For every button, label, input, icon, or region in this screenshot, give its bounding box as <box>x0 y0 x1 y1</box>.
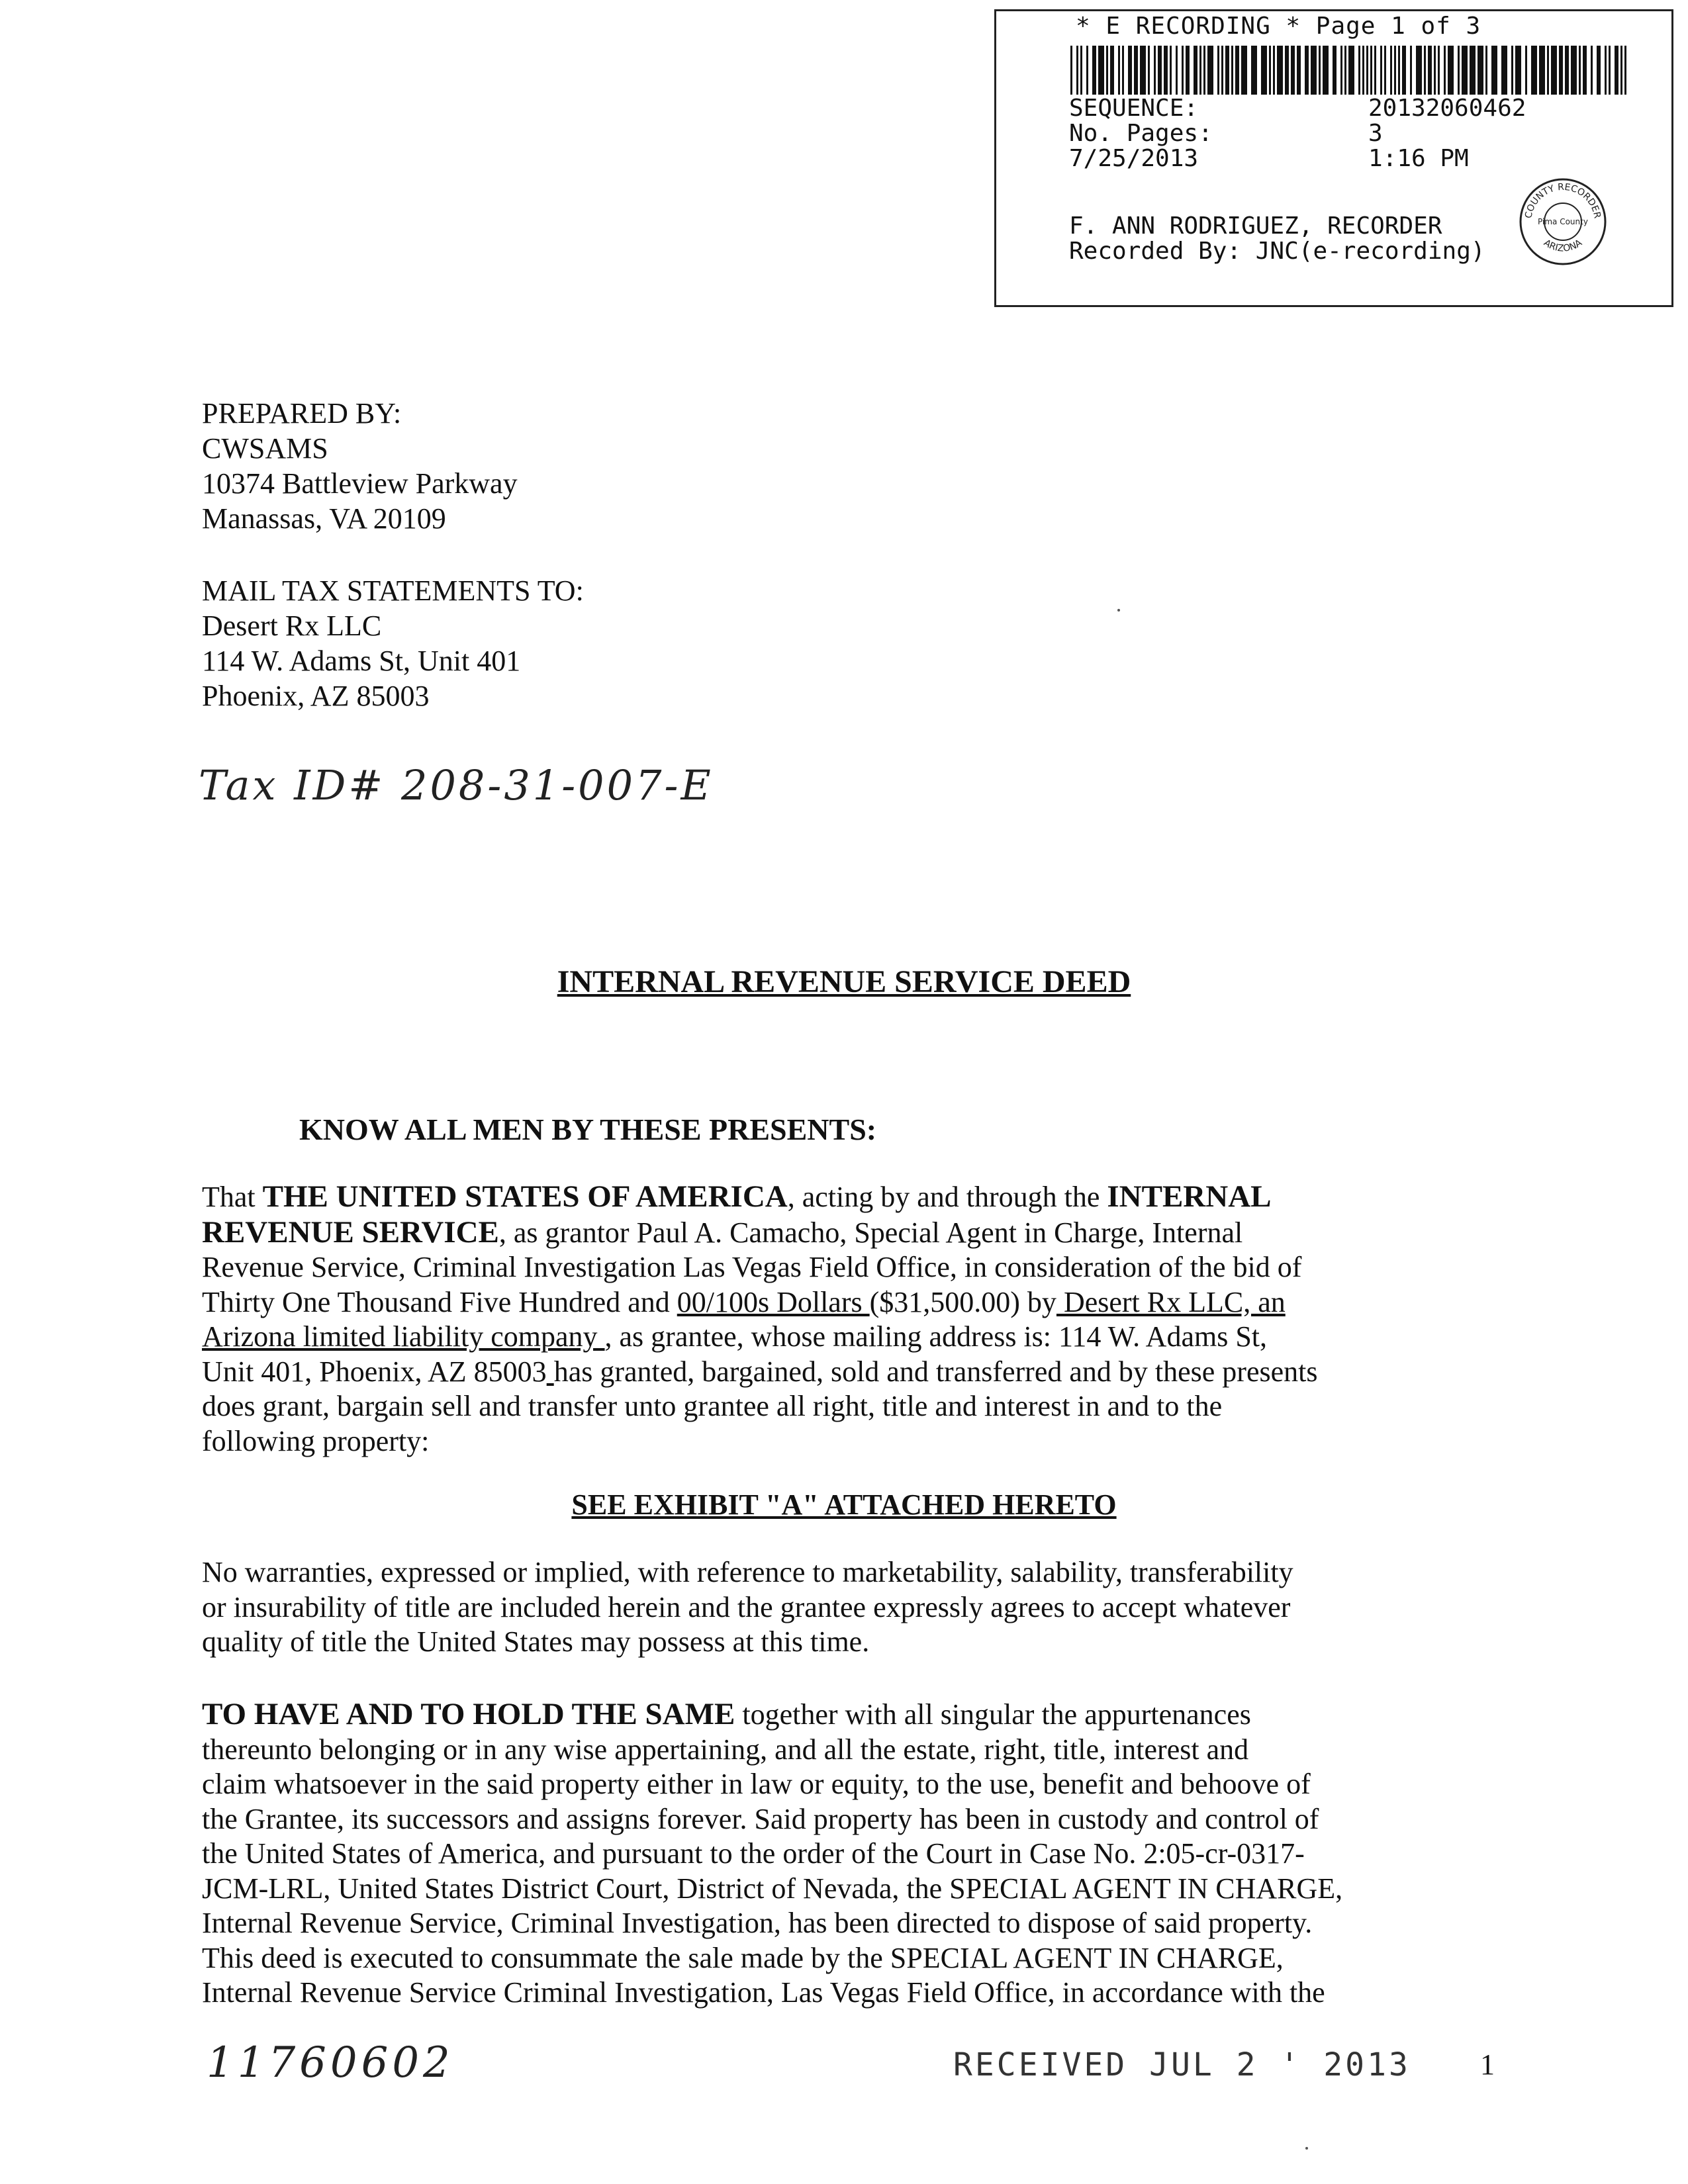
barcode-bar <box>1477 46 1483 95</box>
barcode-bar <box>1362 46 1364 95</box>
barcode-bar <box>1394 46 1396 95</box>
barcode-bar <box>1080 46 1082 95</box>
barcode-bar <box>1380 46 1382 95</box>
barcode-bar <box>1579 46 1581 95</box>
barcode-bar <box>1148 46 1150 95</box>
barcode-bar <box>1221 46 1223 95</box>
barcode-bar <box>1539 46 1545 95</box>
barcode-bar <box>1241 46 1247 95</box>
barcode-bar <box>1591 46 1593 95</box>
prepared-by-line: Manassas, VA 20109 <box>202 502 446 535</box>
barcode-bar <box>1323 46 1329 95</box>
barcode-bar <box>1402 46 1406 95</box>
handwritten-document-number: 11760602 <box>207 2038 454 2087</box>
agency-name-part: REVENUE SERVICE <box>202 1214 499 1250</box>
stamp-sequence-label: SEQUENCE: <box>1069 95 1199 122</box>
barcode-bar <box>1571 46 1577 95</box>
stamp-recorder: F. ANN RODRIGUEZ, RECORDER <box>1069 212 1442 240</box>
barcode-bar <box>1092 46 1096 95</box>
barcode-bar <box>1348 46 1354 95</box>
barcode-bar <box>1458 46 1460 95</box>
barcode-bar <box>1154 46 1156 95</box>
bid-amount: ($31,500.00) by <box>869 1285 1056 1318</box>
barcode-bar <box>1305 46 1309 95</box>
barcode-bar <box>1285 46 1289 95</box>
barcode-bar <box>1128 46 1132 95</box>
text-line: following property: <box>202 1424 430 1457</box>
mail-tax-line: Desert Rx LLC <box>202 610 382 642</box>
grantee-name: Desert Rx LLC, an <box>1056 1285 1286 1318</box>
mail-tax-block <box>202 573 584 713</box>
barcode-bar <box>1311 46 1317 95</box>
stamp-pages-value: 3 <box>1368 120 1383 147</box>
barcode-bar <box>1609 46 1611 95</box>
barcode-bar <box>1410 46 1412 95</box>
agency-name-part: INTERNAL <box>1107 1179 1272 1214</box>
barcode-bar <box>1319 46 1321 95</box>
barcode-bar <box>1070 46 1072 95</box>
scan-speck <box>1117 609 1120 612</box>
barcode-bar <box>1462 46 1468 95</box>
grantee-name-cont: Arizona limited liability company <box>202 1320 605 1353</box>
grant-paragraph <box>202 1179 1499 1459</box>
stamp-recorded-by: Recorded By: JNC(e-recording) <box>1069 238 1485 265</box>
barcode-bar <box>1098 46 1104 95</box>
barcode-bar <box>1470 46 1476 95</box>
barcode-bar <box>1158 46 1162 95</box>
barcode-bar <box>1273 46 1275 95</box>
page-number: 1 <box>1480 2048 1495 2081</box>
barcode-bar <box>1251 46 1257 95</box>
county-seal-icon <box>1517 175 1609 268</box>
barcode-bar <box>1291 46 1295 95</box>
barcode-bar <box>1485 46 1487 95</box>
scan-speck <box>1305 2147 1308 2150</box>
barcode-bar <box>1076 46 1078 95</box>
stamp-sequence-value: 20132060462 <box>1368 95 1526 122</box>
barcode-bar <box>1370 46 1372 95</box>
barcode-bar <box>1140 46 1146 95</box>
barcode-bar <box>1525 46 1527 95</box>
barcode-bar <box>1176 46 1178 95</box>
barcode-bar <box>1231 46 1233 95</box>
mail-tax-line: 114 W. Adams St, Unit 401 <box>202 645 521 677</box>
barcode-bar <box>1374 46 1376 95</box>
barcode-bar <box>1277 46 1283 95</box>
text-line: Revenue Service, Criminal Investigation Las Vegas Field Office, in consideration of the bid of <box>202 1251 1302 1283</box>
text-span: Thirty One Thousand Five Hundred and <box>202 1285 677 1318</box>
habendum-heading: TO HAVE AND TO HOLD THE SAME <box>202 1697 735 1731</box>
barcode-bar <box>1182 46 1184 95</box>
text-line: or insurability of title are included herein and the grantee expressly agrees to accept whatever <box>202 1590 1291 1623</box>
barcode-bar <box>1170 46 1172 95</box>
barcode-bar <box>1217 46 1219 95</box>
mail-tax-line: Phoenix, AZ 85003 <box>202 680 430 712</box>
text-line: Internal Revenue Service, Criminal Investigation, has been directed to dispose of said property. <box>202 1907 1313 1939</box>
stamp-pages-label: No. Pages: <box>1069 120 1213 147</box>
text-line: This deed is executed to consummate the sale made by the SPECIAL AGENT IN CHARGE, <box>202 1941 1284 1974</box>
barcode-bar <box>1203 46 1205 95</box>
barcode-bar <box>1110 46 1114 95</box>
barcode-bar <box>1605 46 1607 95</box>
prepared-by-label: PREPARED BY: <box>202 397 402 430</box>
stamp-header: * E RECORDING * Page 1 of 3 <box>1076 13 1481 40</box>
barcode-bar <box>1416 46 1422 95</box>
barcode-bar <box>1344 46 1346 95</box>
barcode-bar <box>1438 46 1440 95</box>
barcode-bar <box>1106 46 1108 95</box>
recording-stamp <box>994 9 1673 307</box>
warranty-paragraph <box>202 1555 1499 1660</box>
mail-tax-label: MAIL TAX STATEMENTS TO: <box>202 574 584 607</box>
barcode-bar <box>1444 46 1446 95</box>
barcode-bar <box>1333 46 1336 95</box>
handwritten-tax-id: Tax ID# 208-31-007-E <box>199 761 714 809</box>
text-span: together with all singular the appurtenances <box>735 1698 1251 1731</box>
prepared-by-line: 10374 Battleview Parkway <box>202 467 518 500</box>
see-exhibit-heading: SEE EXHIBIT "A" ATTACHED HERETO <box>571 1488 1117 1521</box>
barcode-bar <box>1565 46 1569 95</box>
barcode-bar <box>1134 46 1138 95</box>
barcode-bar <box>1559 46 1563 95</box>
barcode-bar <box>1551 46 1557 95</box>
text-span: That <box>202 1181 263 1213</box>
barcode-bar <box>1620 46 1622 95</box>
text-line: does grant, bargain sell and transfer unto grantee all right, title and interest in and to the <box>202 1390 1223 1422</box>
barcode-bar <box>1615 46 1618 95</box>
barcode-image <box>1070 46 1633 95</box>
barcode-bar <box>1358 46 1360 95</box>
deed-title: INTERNAL REVENUE SERVICE DEED <box>557 964 1131 999</box>
barcode-bar <box>1424 46 1426 95</box>
prepared-by-line: CWSAMS <box>202 432 328 465</box>
grantee-address: Unit 401, Phoenix, AZ 85003 <box>202 1355 547 1388</box>
received-stamp: RECEIVED JUL 2 ' 2013 <box>953 2046 1411 2083</box>
barcode-bar <box>1340 46 1342 95</box>
barcode-bar <box>1515 46 1521 95</box>
text-span <box>547 1355 554 1388</box>
svg-text:COUNTY RECORDER <box>1523 182 1603 220</box>
know-all-men-heading: KNOW ALL MEN BY THESE PRESENTS: <box>299 1113 877 1146</box>
barcode-bar <box>1501 46 1507 95</box>
text-line: the Grantee, its successors and assigns forever. Said property has been in custody and control of <box>202 1802 1319 1835</box>
text-line: Internal Revenue Service Criminal Investigation, Las Vegas Field Office, in accordance with the <box>202 1976 1325 2009</box>
stamp-time: 1:16 PM <box>1368 145 1469 172</box>
barcode-bar <box>1428 46 1432 95</box>
barcode-bar <box>1186 46 1190 95</box>
barcode-bar <box>1511 46 1513 95</box>
barcode-bar <box>1207 46 1213 95</box>
text-span: , acting by and through the <box>787 1181 1107 1213</box>
barcode-bar <box>1194 46 1197 95</box>
grantor-name: THE UNITED STATES OF AMERICA <box>262 1179 788 1214</box>
text-line: thereunto belonging or in any wise appertaining, and all the estate, right, title, interest and <box>202 1733 1249 1766</box>
text-line: No warranties, expressed or implied, with reference to marketability, salability, transferability <box>202 1556 1293 1588</box>
text-span: , as grantor Paul A. Camacho, Special Agent in Charge, Internal <box>498 1216 1243 1249</box>
barcode-bar <box>1199 46 1201 95</box>
text-line: claim whatsoever in the said property either in law or equity, to the use, benefit and behoove of <box>202 1768 1311 1800</box>
text-span: has granted, bargained, sold and transferred and by these presents <box>553 1355 1318 1388</box>
barcode-bar <box>1531 46 1537 95</box>
barcode-bar <box>1235 46 1239 95</box>
habendum-paragraph <box>202 1697 1499 2011</box>
barcode-bar <box>1448 46 1454 95</box>
prepared-by-block <box>202 396 518 536</box>
barcode-bar <box>1118 46 1120 95</box>
barcode-bar <box>1597 46 1601 95</box>
bid-amount-words: 00/100s Dollars <box>677 1285 870 1318</box>
barcode-bar <box>1390 46 1392 95</box>
text-line: quality of title the United States may possess at this time. <box>202 1625 870 1658</box>
seal-text-top: COUNTY RECORDER <box>1523 181 1603 220</box>
barcode-bar <box>1583 46 1587 95</box>
barcode-bar <box>1297 46 1301 95</box>
seal-text-center: Pima County <box>1538 217 1588 226</box>
barcode-bar <box>1491 46 1497 95</box>
barcode-bar <box>1547 46 1549 95</box>
barcode-bar <box>1086 46 1088 95</box>
stamp-date: 7/25/2013 <box>1069 145 1199 172</box>
barcode-bar <box>1269 46 1271 95</box>
barcode-bar <box>1384 46 1386 95</box>
text-line: the United States of America, and pursuant to the order of the Court in Case No. 2:05-cr-0317- <box>202 1837 1305 1870</box>
barcode-bar <box>1398 46 1400 95</box>
seal-text-bottom: ARIZONA <box>1542 238 1584 254</box>
barcode-bar <box>1164 46 1168 95</box>
text-span: , as grantee, whose mailing address is: 114 W. Adams St, <box>604 1320 1268 1353</box>
barcode-bar <box>1434 46 1436 95</box>
barcode-bar <box>1261 46 1267 95</box>
text-line: JCM-LRL, United States District Court, District of Nevada, the SPECIAL AGENT IN CHARGE, <box>202 1872 1343 1905</box>
barcode-bar <box>1225 46 1229 95</box>
barcode-bar <box>1366 46 1368 95</box>
barcode-bar <box>1122 46 1124 95</box>
barcode-bar <box>1624 46 1626 95</box>
